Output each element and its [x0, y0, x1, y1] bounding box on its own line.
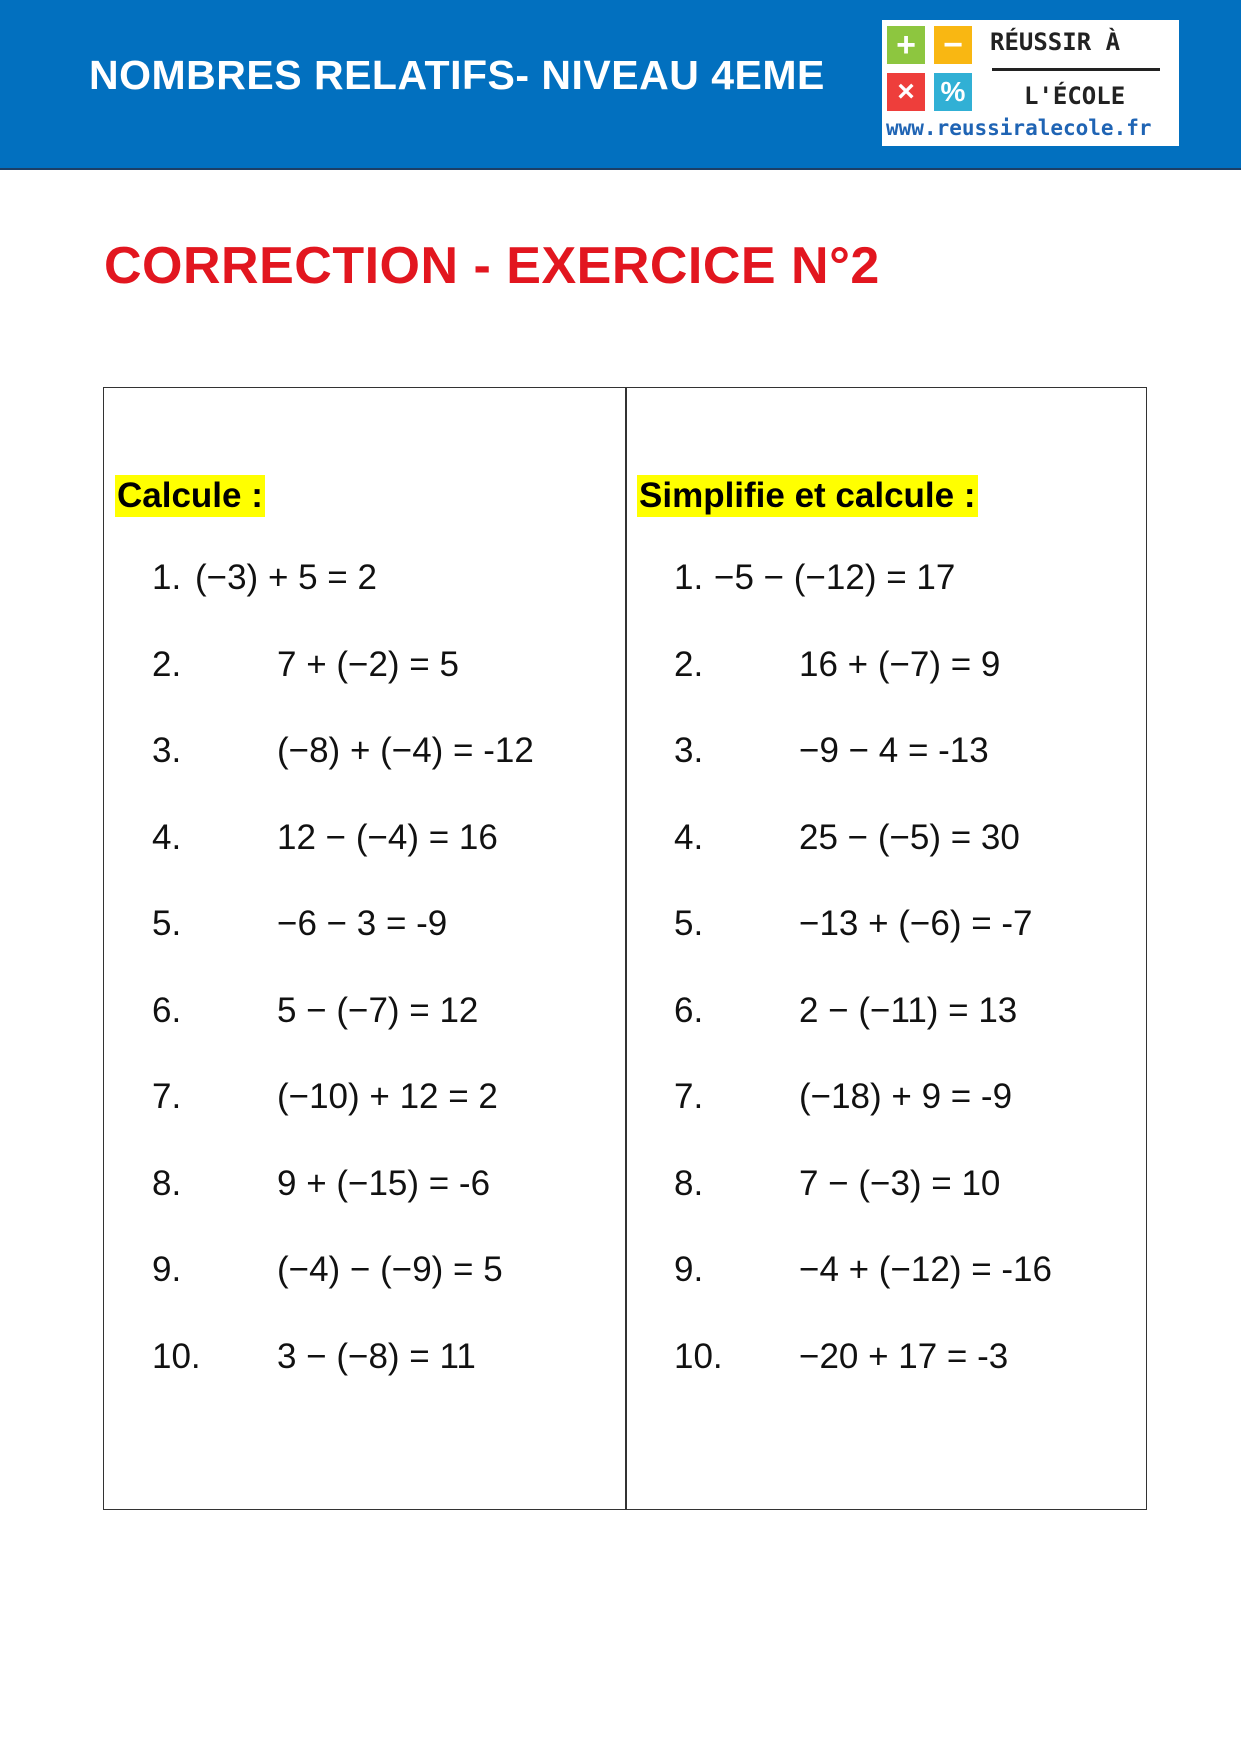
exercise-expression: (−18) + 9 = -9: [799, 1077, 1013, 1116]
logo-text-line1: RÉUSSIR À: [990, 28, 1121, 56]
exercise-number: 4.: [152, 817, 182, 857]
logo-url-link[interactable]: www.reussiralecole.fr: [886, 116, 1152, 140]
left-column-heading: Calcule :: [117, 476, 263, 515]
exercise-number: 8.: [152, 1163, 182, 1203]
exercise-item: [104, 731, 625, 818]
exercise-item: [104, 1077, 625, 1164]
exercise-item: [626, 645, 1147, 732]
exercise-expression: −5 − (−12) = 17: [714, 558, 956, 597]
exercise-number: 10.: [152, 1336, 201, 1376]
exercise-expression: −20 + 17 = -3: [799, 1336, 1009, 1376]
exercise-expression: −6 − 3 = -9: [277, 904, 448, 943]
exercise-number: 6.: [152, 990, 182, 1030]
percent-icon: %: [934, 73, 972, 111]
exercise-expression: 7 + (−2) = 5: [277, 644, 459, 684]
exercise-number: 5.: [152, 904, 182, 943]
exercise-item: [104, 818, 625, 905]
exercise-item: [104, 991, 625, 1078]
plus-icon: +: [887, 26, 925, 64]
exercise-item: [626, 904, 1147, 991]
left-column: [104, 388, 625, 1509]
exercise-number: 3.: [152, 731, 182, 770]
right-column: [626, 388, 1147, 1509]
left-exercise-list: [104, 558, 625, 1423]
exercise-item: [626, 1337, 1147, 1424]
right-exercise-list: [626, 558, 1147, 1423]
exercise-item: [626, 731, 1147, 818]
page-header: [0, 0, 1241, 170]
header-title: NOMBRES RELATIFS- NIVEAU 4EME: [89, 52, 825, 98]
exercise-number: 8.: [674, 1163, 704, 1203]
exercise-expression: 7 − (−3) = 10: [799, 1163, 1001, 1203]
exercise-expression: −4 + (−12) = -16: [799, 1250, 1052, 1289]
exercise-item: [104, 645, 625, 732]
exercise-expression: 12 − (−4) = 16: [277, 817, 498, 857]
page-title: CORRECTION - EXERCICE N°2: [104, 237, 880, 295]
exercise-item: [104, 1250, 625, 1337]
exercise-expression: 5 − (−7) = 12: [277, 990, 479, 1030]
right-column-heading: Simplifie et calcule :: [639, 476, 976, 515]
times-icon: ×: [887, 73, 925, 111]
exercise-item: [104, 904, 625, 991]
exercise-expression: −9 − 4 = -13: [799, 731, 989, 770]
exercise-item: [626, 1164, 1147, 1251]
logo-divider: [992, 68, 1160, 71]
exercise-expression: 25 − (−5) = 30: [799, 817, 1020, 857]
exercise-number: 10.: [674, 1336, 723, 1376]
exercise-number: 6.: [674, 990, 704, 1030]
exercise-number: 7.: [152, 1077, 182, 1116]
exercise-expression: −13 + (−6) = -7: [799, 904, 1033, 943]
exercise-number: 9.: [152, 1250, 182, 1289]
exercise-item: [626, 558, 1147, 645]
exercise-item: [626, 818, 1147, 905]
exercise-expression: (−4) − (−9) = 5: [277, 1250, 503, 1289]
exercise-expression: 2 − (−11) = 13: [799, 990, 1018, 1030]
exercise-item: [626, 1250, 1147, 1337]
exercise-item: [104, 558, 625, 645]
exercise-number: 2.: [674, 644, 704, 684]
exercise-expression: 9 + (−15) = -6: [277, 1163, 491, 1203]
exercise-expression: 3 − (−8) = 11: [277, 1336, 476, 1376]
exercise-expression: 16 + (−7) = 9: [799, 644, 1001, 684]
site-logo[interactable]: [882, 20, 1179, 146]
exercise-number: 9.: [674, 1250, 704, 1289]
exercise-table: [103, 387, 1147, 1510]
exercise-number: 2.: [152, 644, 182, 684]
exercise-expression: (−10) + 12 = 2: [277, 1077, 498, 1116]
exercise-number: 5.: [674, 904, 704, 943]
exercise-item: [104, 1337, 625, 1424]
exercise-item: [626, 991, 1147, 1078]
exercise-expression: (−3) + 5 = 2: [195, 558, 377, 597]
logo-text-line2: L'ÉCOLE: [1024, 82, 1126, 110]
exercise-number: 4.: [674, 817, 704, 857]
minus-icon: −: [934, 26, 972, 64]
exercise-number: 3.: [674, 731, 704, 770]
exercise-number: 7.: [674, 1077, 704, 1116]
exercise-number: 1.: [674, 558, 704, 597]
exercise-expression: (−8) + (−4) = -12: [277, 731, 534, 770]
exercise-number: 1.: [152, 558, 182, 597]
exercise-item: [626, 1077, 1147, 1164]
exercise-item: [104, 1164, 625, 1251]
